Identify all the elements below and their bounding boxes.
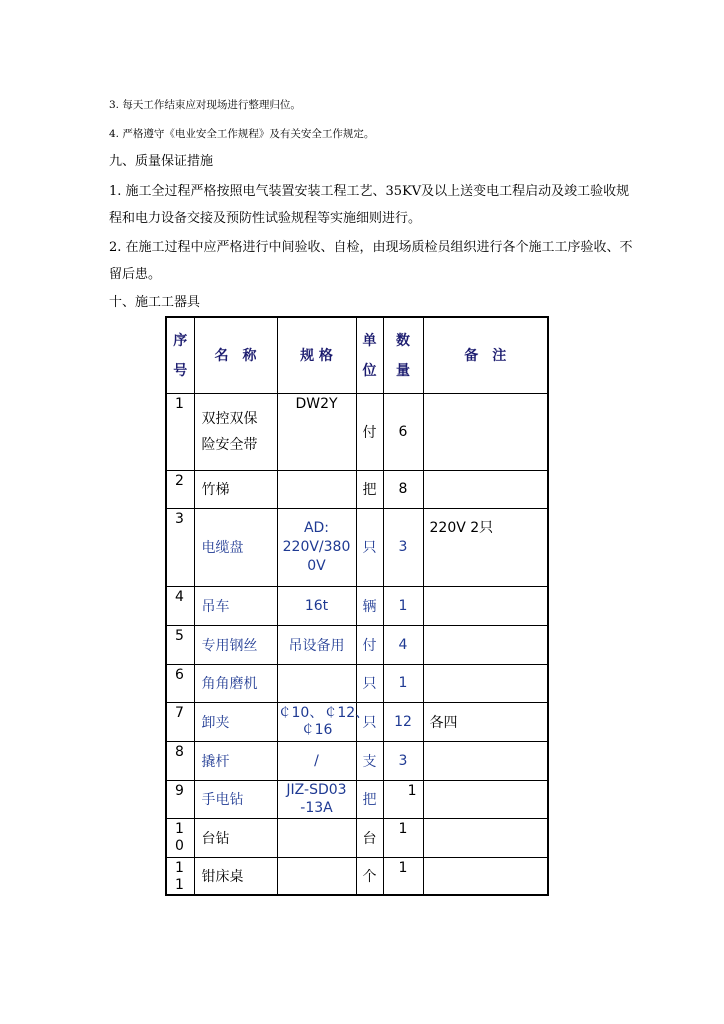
row-unit: 辆 (356, 586, 383, 625)
row-no: 8 (166, 741, 194, 780)
table-row (166, 818, 548, 857)
row-no: 3 (166, 508, 194, 586)
header-note: 备 注 (423, 317, 548, 393)
row-name: 吊车 (194, 586, 277, 625)
row-name: 竹梯 (194, 470, 277, 508)
paragraph-rule-3: 3. 每天工作结束应对现场进行整理归位。 (109, 99, 301, 111)
header-qty: 数 量 (383, 317, 423, 393)
table-row (166, 780, 548, 818)
row-note (423, 818, 548, 857)
section-heading-10: 十、施工工器具 (109, 295, 201, 310)
row-unit: 只 (356, 664, 383, 702)
row-qty: 1 (383, 586, 423, 625)
paragraph-quality-2a: 2. 在施工过程中应严格进行中间验收、自检，由现场质检员组织进行各个施工工序验收、不 (109, 240, 633, 255)
table-row (166, 625, 548, 664)
row-note: 220V 2只 (423, 508, 548, 586)
row-note (423, 664, 548, 702)
row-note: 各四 (423, 702, 548, 741)
row-name: 撬杆 (194, 741, 277, 780)
row-no: 9 (166, 780, 194, 818)
header-unit: 单 位 (356, 317, 383, 393)
row-note (423, 393, 548, 470)
row-qty: 3 (383, 741, 423, 780)
row-name: 电缆盘 (194, 508, 277, 586)
row-spec: AD: 220V/380 0V (277, 508, 356, 586)
row-qty: 3 (383, 508, 423, 586)
row-unit: 只 (356, 702, 383, 741)
row-unit: 付 (356, 625, 383, 664)
row-qty: 1 (383, 818, 423, 857)
row-qty: 4 (383, 625, 423, 664)
row-no: 6 (166, 664, 194, 702)
header-no: 序 号 (166, 317, 194, 393)
row-qty: 1 (383, 664, 423, 702)
row-note (423, 780, 548, 818)
paragraph-rule-4: 4. 严格遵守《电业安全工作规程》及有关安全工作规定。 (109, 128, 375, 140)
table-header-row (166, 317, 548, 393)
header-spec: 规 格 (277, 317, 356, 393)
row-unit: 付 (356, 393, 383, 470)
row-spec: JIZ-SD03 -13A (277, 780, 356, 818)
row-qty: 12 (383, 702, 423, 741)
row-name: 角角磨机 (194, 664, 277, 702)
row-unit: 把 (356, 780, 383, 818)
row-spec (277, 857, 356, 895)
table-row (166, 702, 548, 741)
row-qty: 8 (383, 470, 423, 508)
row-no: 7 (166, 702, 194, 741)
row-spec (277, 664, 356, 702)
table-row (166, 586, 548, 625)
section-heading-9: 九、质量保证措施 (109, 154, 214, 169)
row-name: 钳床桌 (194, 857, 277, 895)
row-name: 卸夹 (194, 702, 277, 741)
row-qty: 1 (383, 780, 423, 818)
row-spec: ￠10、￠12、 ￠16 (277, 702, 356, 741)
row-name: 双控双保 险安全带 (194, 393, 277, 470)
row-name: 专用钢丝 (194, 625, 277, 664)
row-note (423, 857, 548, 895)
paragraph-quality-2b: 留后患。 (109, 267, 162, 282)
row-note (423, 741, 548, 780)
row-unit: 只 (356, 508, 383, 586)
row-unit: 台 (356, 818, 383, 857)
row-qty: 6 (383, 393, 423, 470)
tools-table (165, 316, 549, 896)
table-row (166, 664, 548, 702)
row-note (423, 625, 548, 664)
row-spec: DW2Y (277, 393, 356, 470)
table-row (166, 393, 548, 470)
row-no: 1 1 (166, 857, 194, 895)
row-note (423, 586, 548, 625)
row-unit: 支 (356, 741, 383, 780)
table-row (166, 508, 548, 586)
paragraph-quality-1a: 1. 施工全过程严格按照电气装置安装工程工艺、35KV及以上送变电工程启动及竣工验收规 (109, 184, 630, 199)
header-name: 名 称 (194, 317, 277, 393)
row-spec: 吊设备用 (277, 625, 356, 664)
table-row (166, 857, 548, 895)
row-no: 4 (166, 586, 194, 625)
row-qty: 1 (383, 857, 423, 895)
table-row (166, 470, 548, 508)
row-spec: / (277, 741, 356, 780)
row-note (423, 470, 548, 508)
row-name: 手电钻 (194, 780, 277, 818)
row-name: 台钻 (194, 818, 277, 857)
row-spec: 16t (277, 586, 356, 625)
row-unit: 把 (356, 470, 383, 508)
row-no: 5 (166, 625, 194, 664)
row-spec (277, 470, 356, 508)
row-no: 1 (166, 393, 194, 470)
row-no: 1 0 (166, 818, 194, 857)
row-unit: 个 (356, 857, 383, 895)
table-row (166, 741, 548, 780)
paragraph-quality-1b: 程和电力设备交接及预防性试验规程等实施细则进行。 (109, 211, 422, 226)
row-spec (277, 818, 356, 857)
row-no: 2 (166, 470, 194, 508)
